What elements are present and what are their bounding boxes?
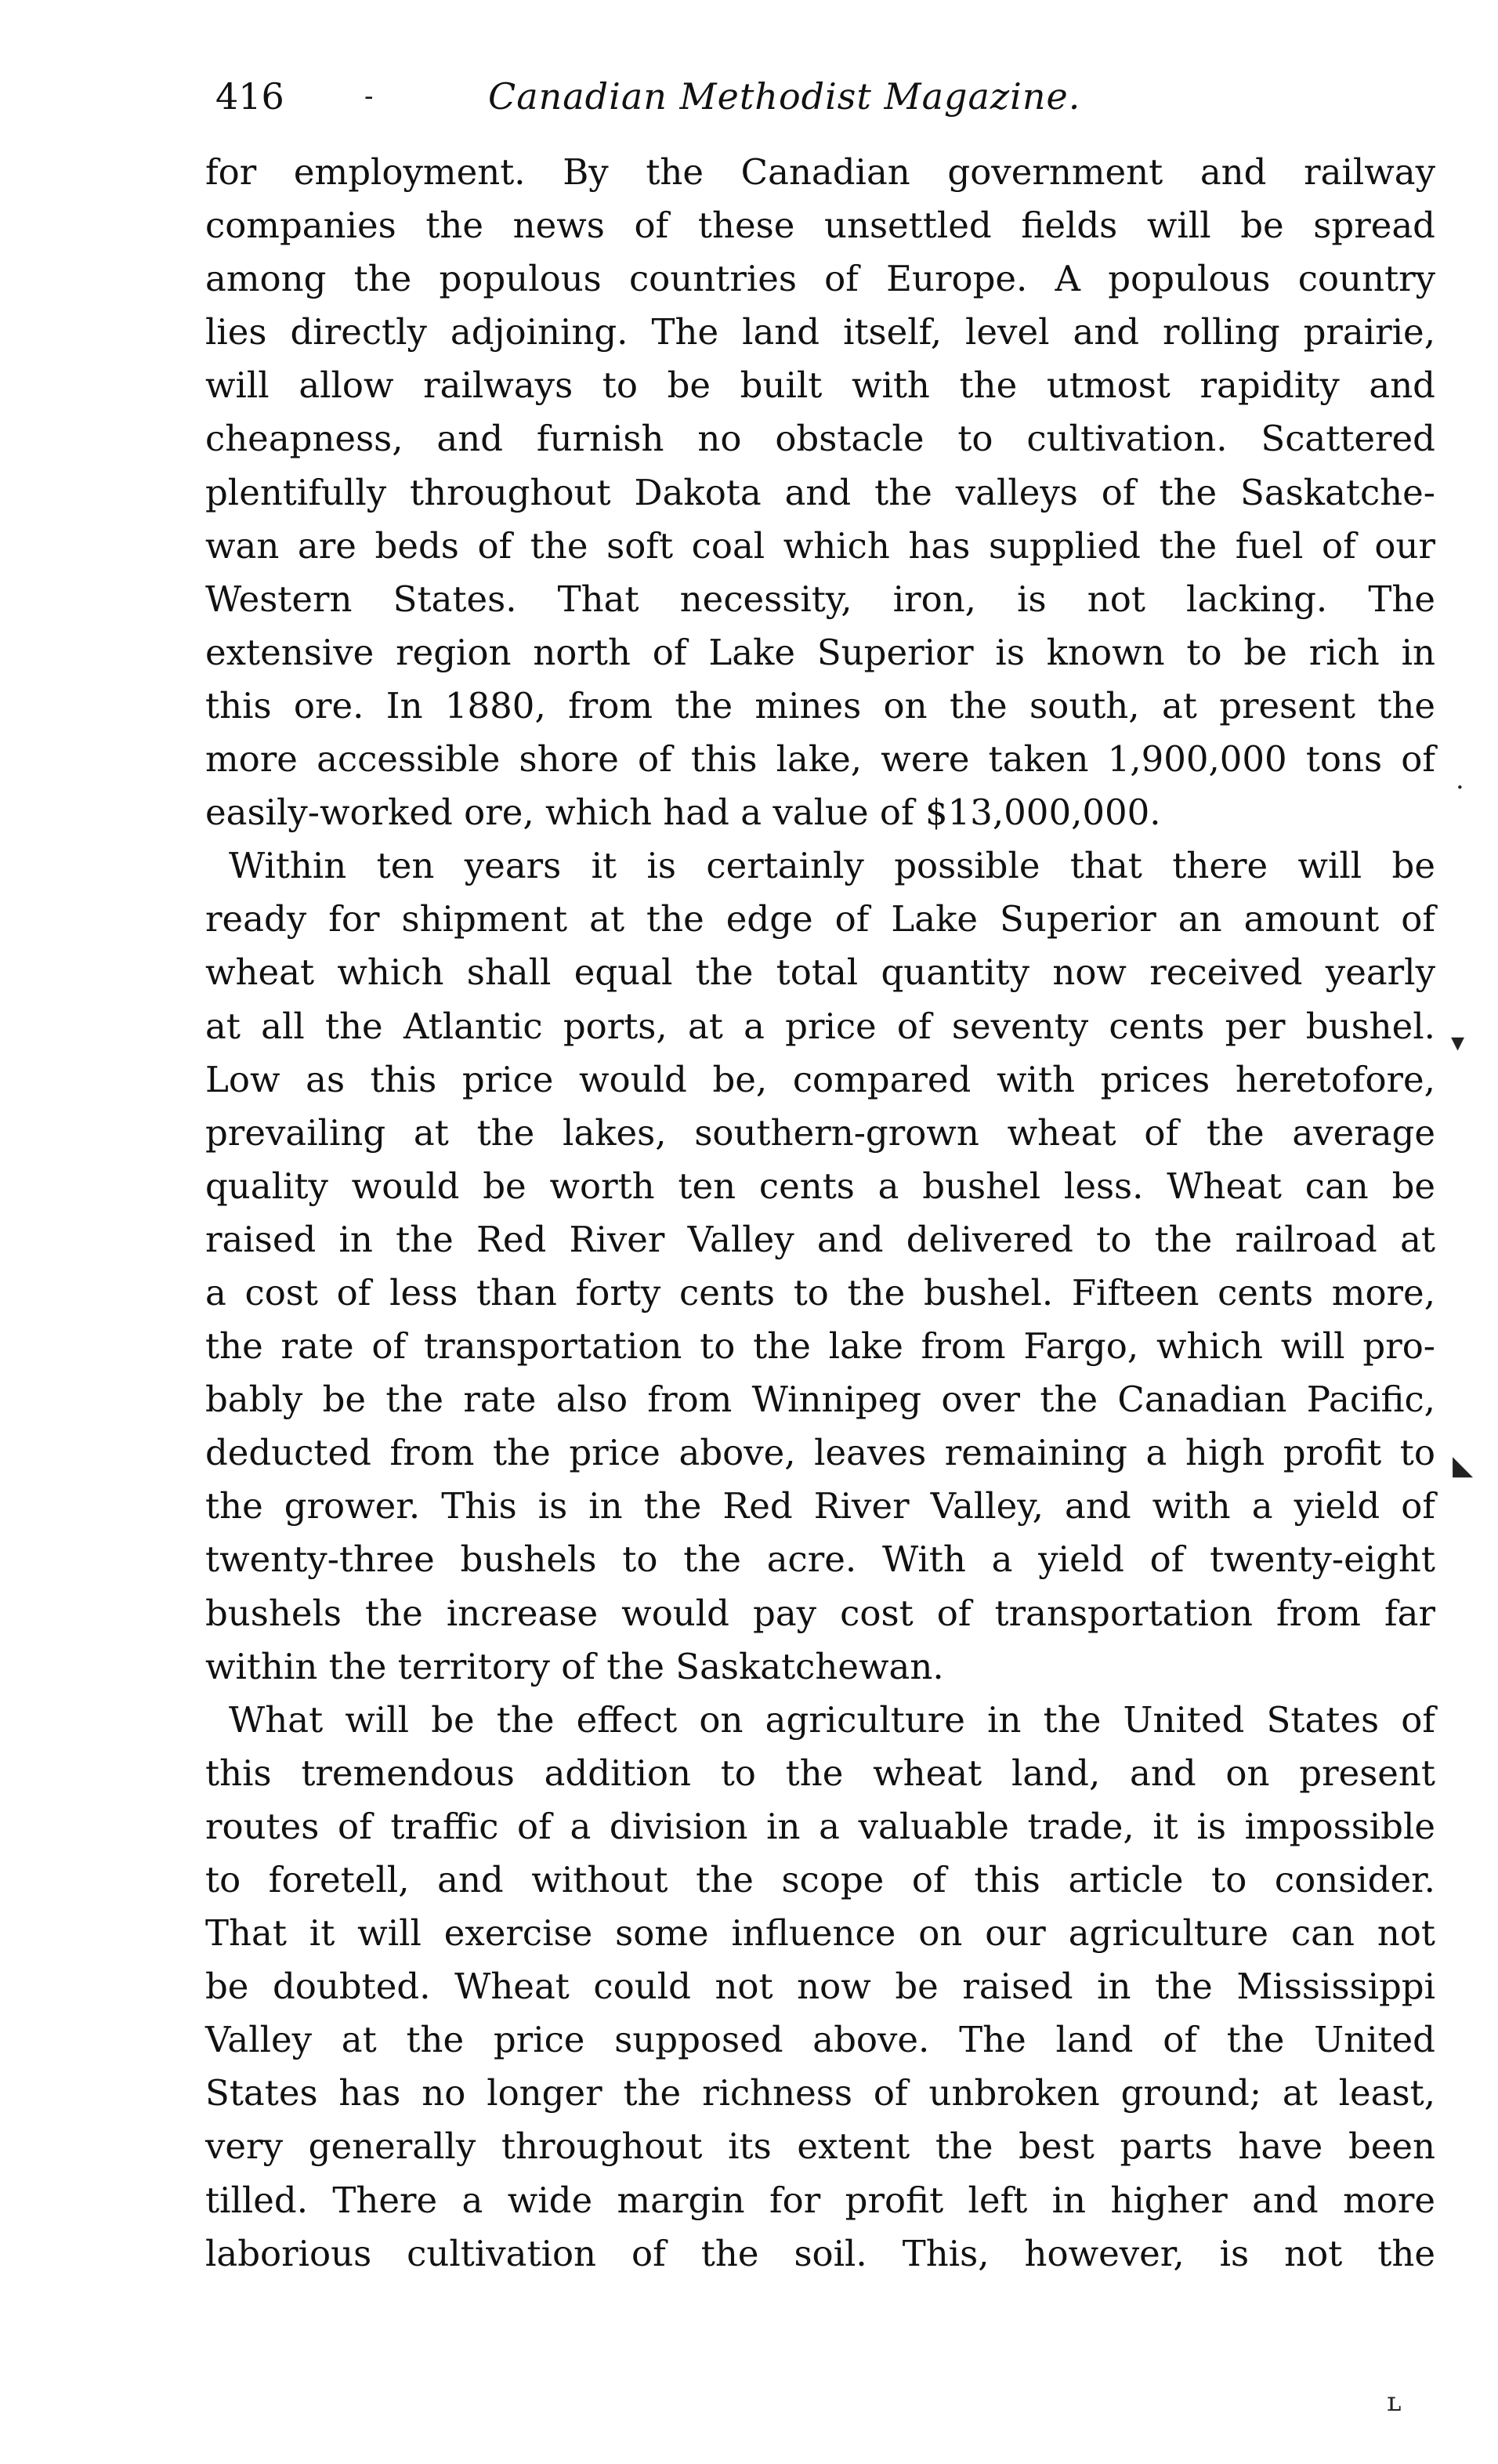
text-line: cheapness, and furnish no obstacle to cultivation. Scattered [205, 418, 1435, 460]
margin-dot-mark: · [1456, 772, 1464, 803]
text-line: Within ten years it is certainly possible that there will be [229, 845, 1435, 887]
text-line: twenty-three bushels to the acre. With a yield of twenty-eight [205, 1538, 1435, 1581]
text-line: tilled. There a wide margin for profit left in higher and more [205, 2179, 1435, 2221]
running-title: Canadian Methodist Magazine. [488, 75, 1081, 118]
text-line: States has no longer the richness of unbroken ground; at least, [205, 2072, 1435, 2114]
text-line: easily-worked ore, which had a value of $13,000,000. [205, 792, 1161, 834]
text-line: to foretell, and without the scope of this article to consider. [205, 1859, 1435, 1901]
text-line: extensive region north of Lake Superior is known to be rich in [205, 631, 1435, 673]
text-line: a cost of less than forty cents to the bushel. Fifteen cents more, [205, 1271, 1435, 1314]
text-line: bably be the rate also from Winnipeg over the Canadian Pacific, [205, 1379, 1435, 1421]
text-line: raised in the Red River Valley and delivered to the railroad at [205, 1218, 1435, 1260]
text-line: Western States. That necessity, iron, is not lacking. The [205, 578, 1435, 620]
text-line: laborious cultivation of the soil. This, however, is not the [205, 2232, 1435, 2274]
text-line: Valley at the price supposed above. The land of the United [205, 2019, 1435, 2061]
text-line: the grower. This is in the Red River Valley, and with a yield of [205, 1485, 1435, 1527]
text-line: wheat which shall equal the total quantity now received yearly [205, 951, 1435, 994]
header-dash: - [364, 81, 374, 112]
text-line: the rate of transportation to the lake from Fargo, which will pro- [205, 1325, 1435, 1368]
text-line: this tremendous addition to the wheat land, and on present [205, 1752, 1435, 1794]
body-text [205, 146, 1435, 2281]
text-line: will allow railways to be built with the utmost rapidity and [205, 364, 1435, 407]
text-line: lies directly adjoining. The land itself, level and rolling prairie, [205, 311, 1435, 353]
text-line: for employment. By the Canadian government and railway [205, 151, 1435, 193]
text-line: plentifully throughout Dakota and the valleys of the Saskatche- [205, 471, 1435, 513]
margin-arrow-mark: ◣ [1453, 1450, 1474, 1481]
margin-tick-mark: ▾ [1451, 1027, 1465, 1058]
text-line: at all the Atlantic ports, at a price of seventy cents per bushel. [205, 1005, 1435, 1047]
text-line: more accessible shore of this lake, were taken 1,900,000 tons of [205, 738, 1435, 781]
text-line: quality would be worth ten cents a bushel less. Wheat can be [205, 1165, 1435, 1207]
text-line: That it will exercise some influence on our agriculture can not [205, 1912, 1435, 1955]
text-line: within the territory of the Saskatchewan. [205, 1645, 944, 1687]
text-line: What will be the effect on agriculture in the United States of [229, 1698, 1435, 1741]
page-number: 416 [215, 75, 284, 118]
text-line: wan are beds of the soft coal which has supplied the fuel of our [205, 524, 1435, 567]
text-line: routes of traffic of a division in a valuable trade, it is impossible [205, 1805, 1435, 1847]
text-line: be doubted. Wheat could not now be raised in the Mississippi [205, 1966, 1435, 2008]
text-line: prevailing at the lakes, southern-grown wheat of the average [205, 1111, 1435, 1154]
text-line: deducted from the price above, leaves remaining a high profit to [205, 1432, 1435, 1474]
text-line: companies the news of these unsettled fields will be spread [205, 205, 1435, 247]
text-line: very generally throughout its extent the best parts have been [205, 2125, 1435, 2168]
text-line: among the populous countries of Europe. A populous country [205, 258, 1435, 300]
text-line: Low as this price would be, compared with prices heretofore, [205, 1058, 1435, 1100]
page-header [215, 61, 1438, 132]
text-line: this ore. In 1880, from the mines on the south, at present the [205, 684, 1435, 727]
text-line: bushels the increase would pay cost of transportation from far [205, 1592, 1435, 1634]
text-line: ready for shipment at the edge of Lake Superior an amount of [205, 898, 1435, 940]
margin-corner-mark: ʟ [1387, 2386, 1402, 2418]
